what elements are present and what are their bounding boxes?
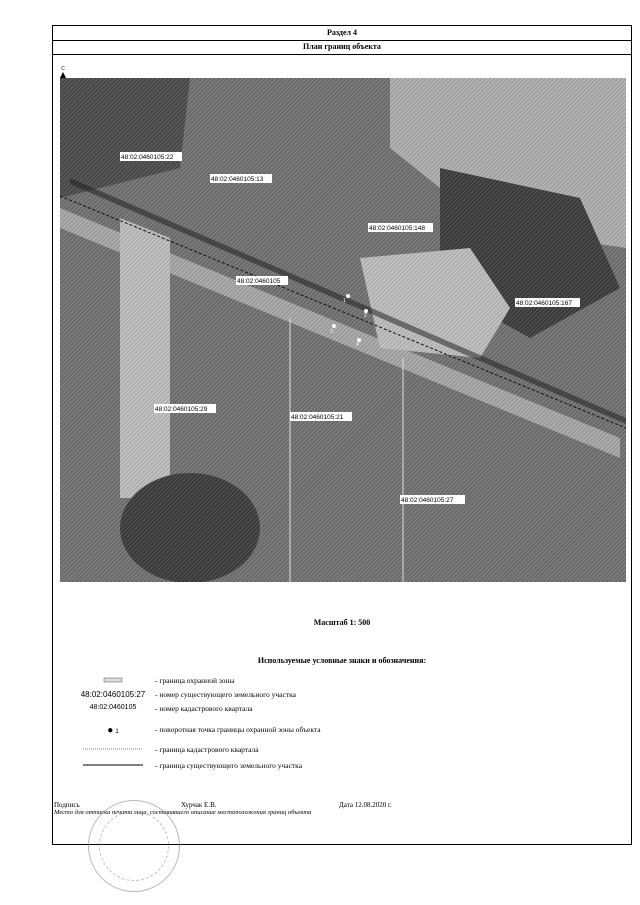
legend-item: 48:02:0460105:27 - номер существующего земельного участка	[80, 690, 296, 699]
map-label	[515, 298, 580, 307]
map-label	[154, 404, 216, 413]
legend-item: 48:02:0460105 - номер кадастрового квартала	[89, 704, 253, 713]
map-label	[290, 412, 352, 421]
legend-item: - граница существующего земельного участка	[53, 761, 631, 775]
section-header: Раздел 4	[53, 26, 631, 41]
legend-title: Используемые условные знаки и обозначения:	[257, 656, 427, 665]
svg-text:48:02:0460105:22: 48:02:0460105:22	[121, 154, 174, 161]
map-label	[400, 495, 465, 504]
map-label	[368, 223, 433, 232]
legend-item: - граница кадастрового квартала	[53, 745, 631, 759]
legend-item: ● 1 - поворотная точка границы охранной зоны объекта	[53, 725, 631, 739]
scale-label: Масштаб 1: 500	[313, 618, 371, 627]
satellite-map	[60, 78, 626, 582]
point-label: 1	[343, 298, 346, 304]
svg-text:48:02:0460105:27: 48:02:0460105:27	[401, 497, 454, 504]
svg-text:48:02:0460105:21: 48:02:0460105:21	[291, 414, 344, 421]
svg-text:48:02:0460105:148: 48:02:0460105:148	[369, 225, 426, 232]
svg-text:48:02:0460105: 48:02:0460105	[237, 278, 281, 285]
map-label	[210, 174, 272, 183]
stamp-note: Место для оттиска печати лица, составившего описание местоположения границ объекта	[54, 809, 312, 816]
stamp-seal-icon	[88, 800, 180, 892]
north-arrow-icon: С	[57, 66, 69, 104]
legend-item: - граница охранной зоны	[53, 676, 631, 690]
document-sheet: Раздел 4 План границ объекта С 48:02:0460105:22 48:02:0460105:13 48:02:0460105:148 48:02:0460105 48:02:0460105:167 48:02:0460105:29 48:02:0460105:21 48:02:0460105:27 1 2 3 4 Масштаб 1: 500 Используемые условные знаки и обозначения: - граница охранной зоны 48:02:0460105:27 - номер существующего земельного участка 48:02:0460105 - номер кадастрового квартала ● 1 - поворотная точка границы охранной зоны объекта - граница кадастрового квартала - граница существующего земельного участка Подпись Хурчак Е.В. Дата 12.08.2020 г. Место для оттиска печати лица, составившего описание местоположения границ объекта	[52, 25, 632, 845]
turning-point-icon: ● 1	[107, 725, 119, 736]
point-label: 4	[356, 342, 359, 348]
point-label: 3	[330, 329, 333, 335]
svg-text:48:02:0460105:29: 48:02:0460105:29	[155, 406, 208, 413]
map-label	[236, 276, 288, 285]
map-label	[120, 152, 182, 161]
svg-text:48:02:0460105:167: 48:02:0460105:167	[516, 300, 573, 307]
point-label: 2	[364, 313, 367, 319]
svg-text:48:02:0460105:13: 48:02:0460105:13	[211, 176, 264, 183]
page-title: План границ объекта	[53, 40, 631, 55]
